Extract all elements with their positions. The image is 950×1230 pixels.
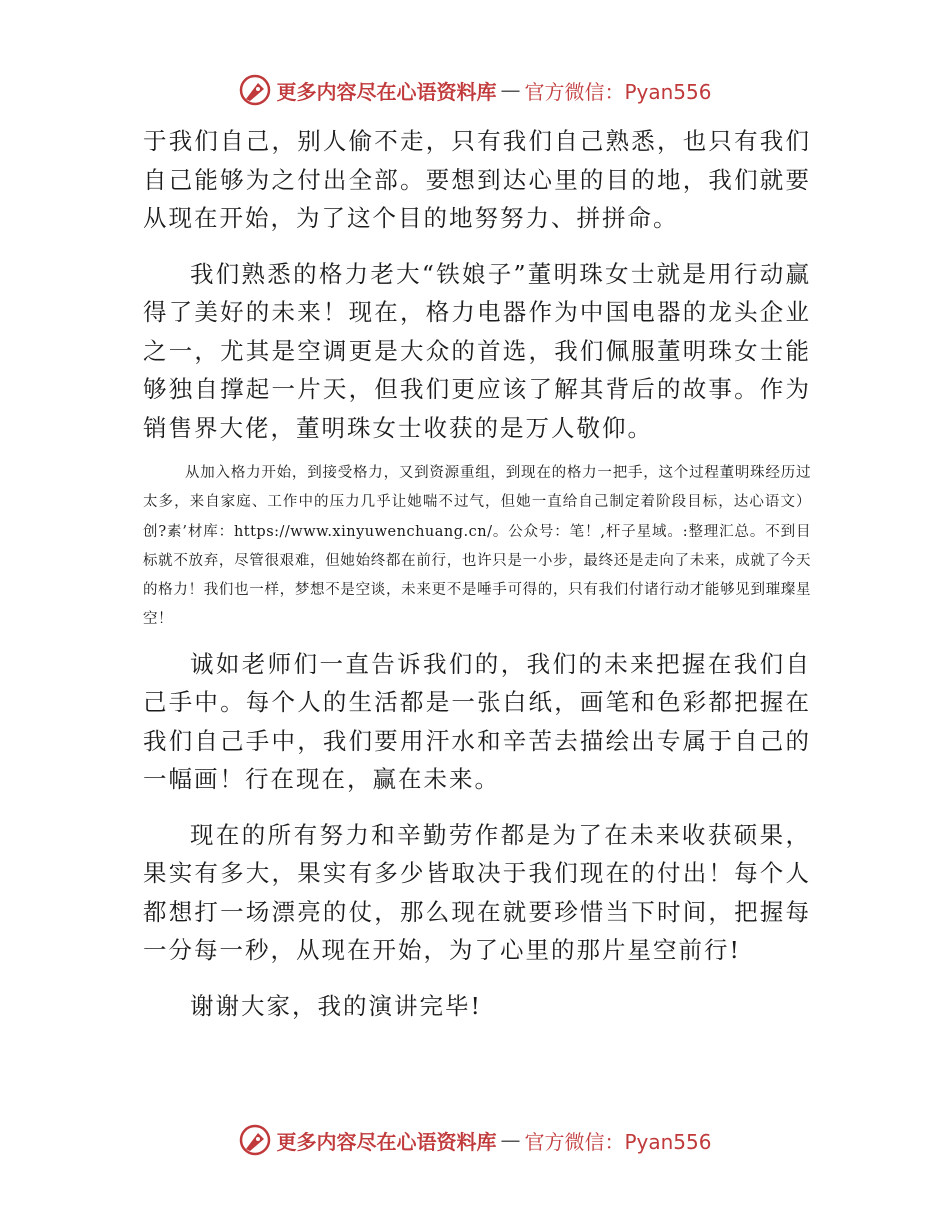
paragraph-1: 于我们自己，别人偷不走，只有我们自己熟悉，也只有我们自己能够为之付出全部。要想到达心里的目的地，我们就要从现在开始，为了这个目的地努努力、拼拼命。 <box>143 127 811 232</box>
footer-wechat-text: 官方微信：Pyan556 <box>524 1129 712 1154</box>
paragraph-3-small: 从加入格力开始，到接受格力，又到资源重组，到现在的格力一把手，这个过程董明珠经历过太多，来自家庭、工作中的压力几乎让她喘不过气，但她一直给自己制定着阶段目标，达心语文）创?素’材库：https://www.xinyuwenchuang.cn/。公众号：笔！,杆子星域。:整理汇总。不到目标就不放弃，尽管很艰难，但她始终都在前行，也许只是一小步，最终还是走向了未来，成就了今天的格力！我们也一样，梦想不是空谈，未来更不是唾手可得的，只有我们付诸行动才能够见到璀璨星空！ <box>143 465 811 628</box>
header-banner <box>0 70 950 110</box>
header-wechat-text: 官方微信：Pyan556 <box>524 79 712 104</box>
pen-nib-logo-icon <box>238 1123 272 1157</box>
paragraph-5: 现在的所有努力和辛勤劳作都是为了在未来收获硕果，果实有多大，果实有多少皆取决于我们现在的付出！每个人都想打一场漂亮的仗，那么现在就要珍惜当下时间，把握每一分每一秒，从现在开始，为了心里的那片星空前行! <box>143 820 811 965</box>
footer-separator: — <box>500 1128 521 1152</box>
paragraph-6: 谢谢大家，我的演讲完毕! <box>190 991 482 1020</box>
header-separator: — <box>500 78 521 102</box>
header-brand-text: 更多内容尽在心语资料库 <box>276 79 497 104</box>
paragraph-4: 诚如老师们一直告诉我们的，我们的未来把握在我们自己手中。每个人的生活都是一张白纸，画笔和色彩都把握在我们自己手中，我们要用汗水和辛苦去描绘出专属于自己的一幅画！行在现在，赢在未来。 <box>143 649 811 794</box>
footer-banner <box>0 1120 950 1160</box>
footer-brand-text: 更多内容尽在心语资料库 <box>276 1129 497 1154</box>
paragraph-2: 我们熟悉的格力老大“铁娘子”董明珠女士就是用行动赢得了美好的未来！现在，格力电器作为中国电器的龙头企业之一，尤其是空调更是大众的首选，我们佩服董明珠女士能够独自撑起一片天，但我们更应该了解其背后的故事。作为销售界大佬，董明珠女士收获的是万人敬仰。 <box>143 259 811 442</box>
document-body <box>143 122 811 1025</box>
pen-nib-logo-icon <box>238 73 272 107</box>
